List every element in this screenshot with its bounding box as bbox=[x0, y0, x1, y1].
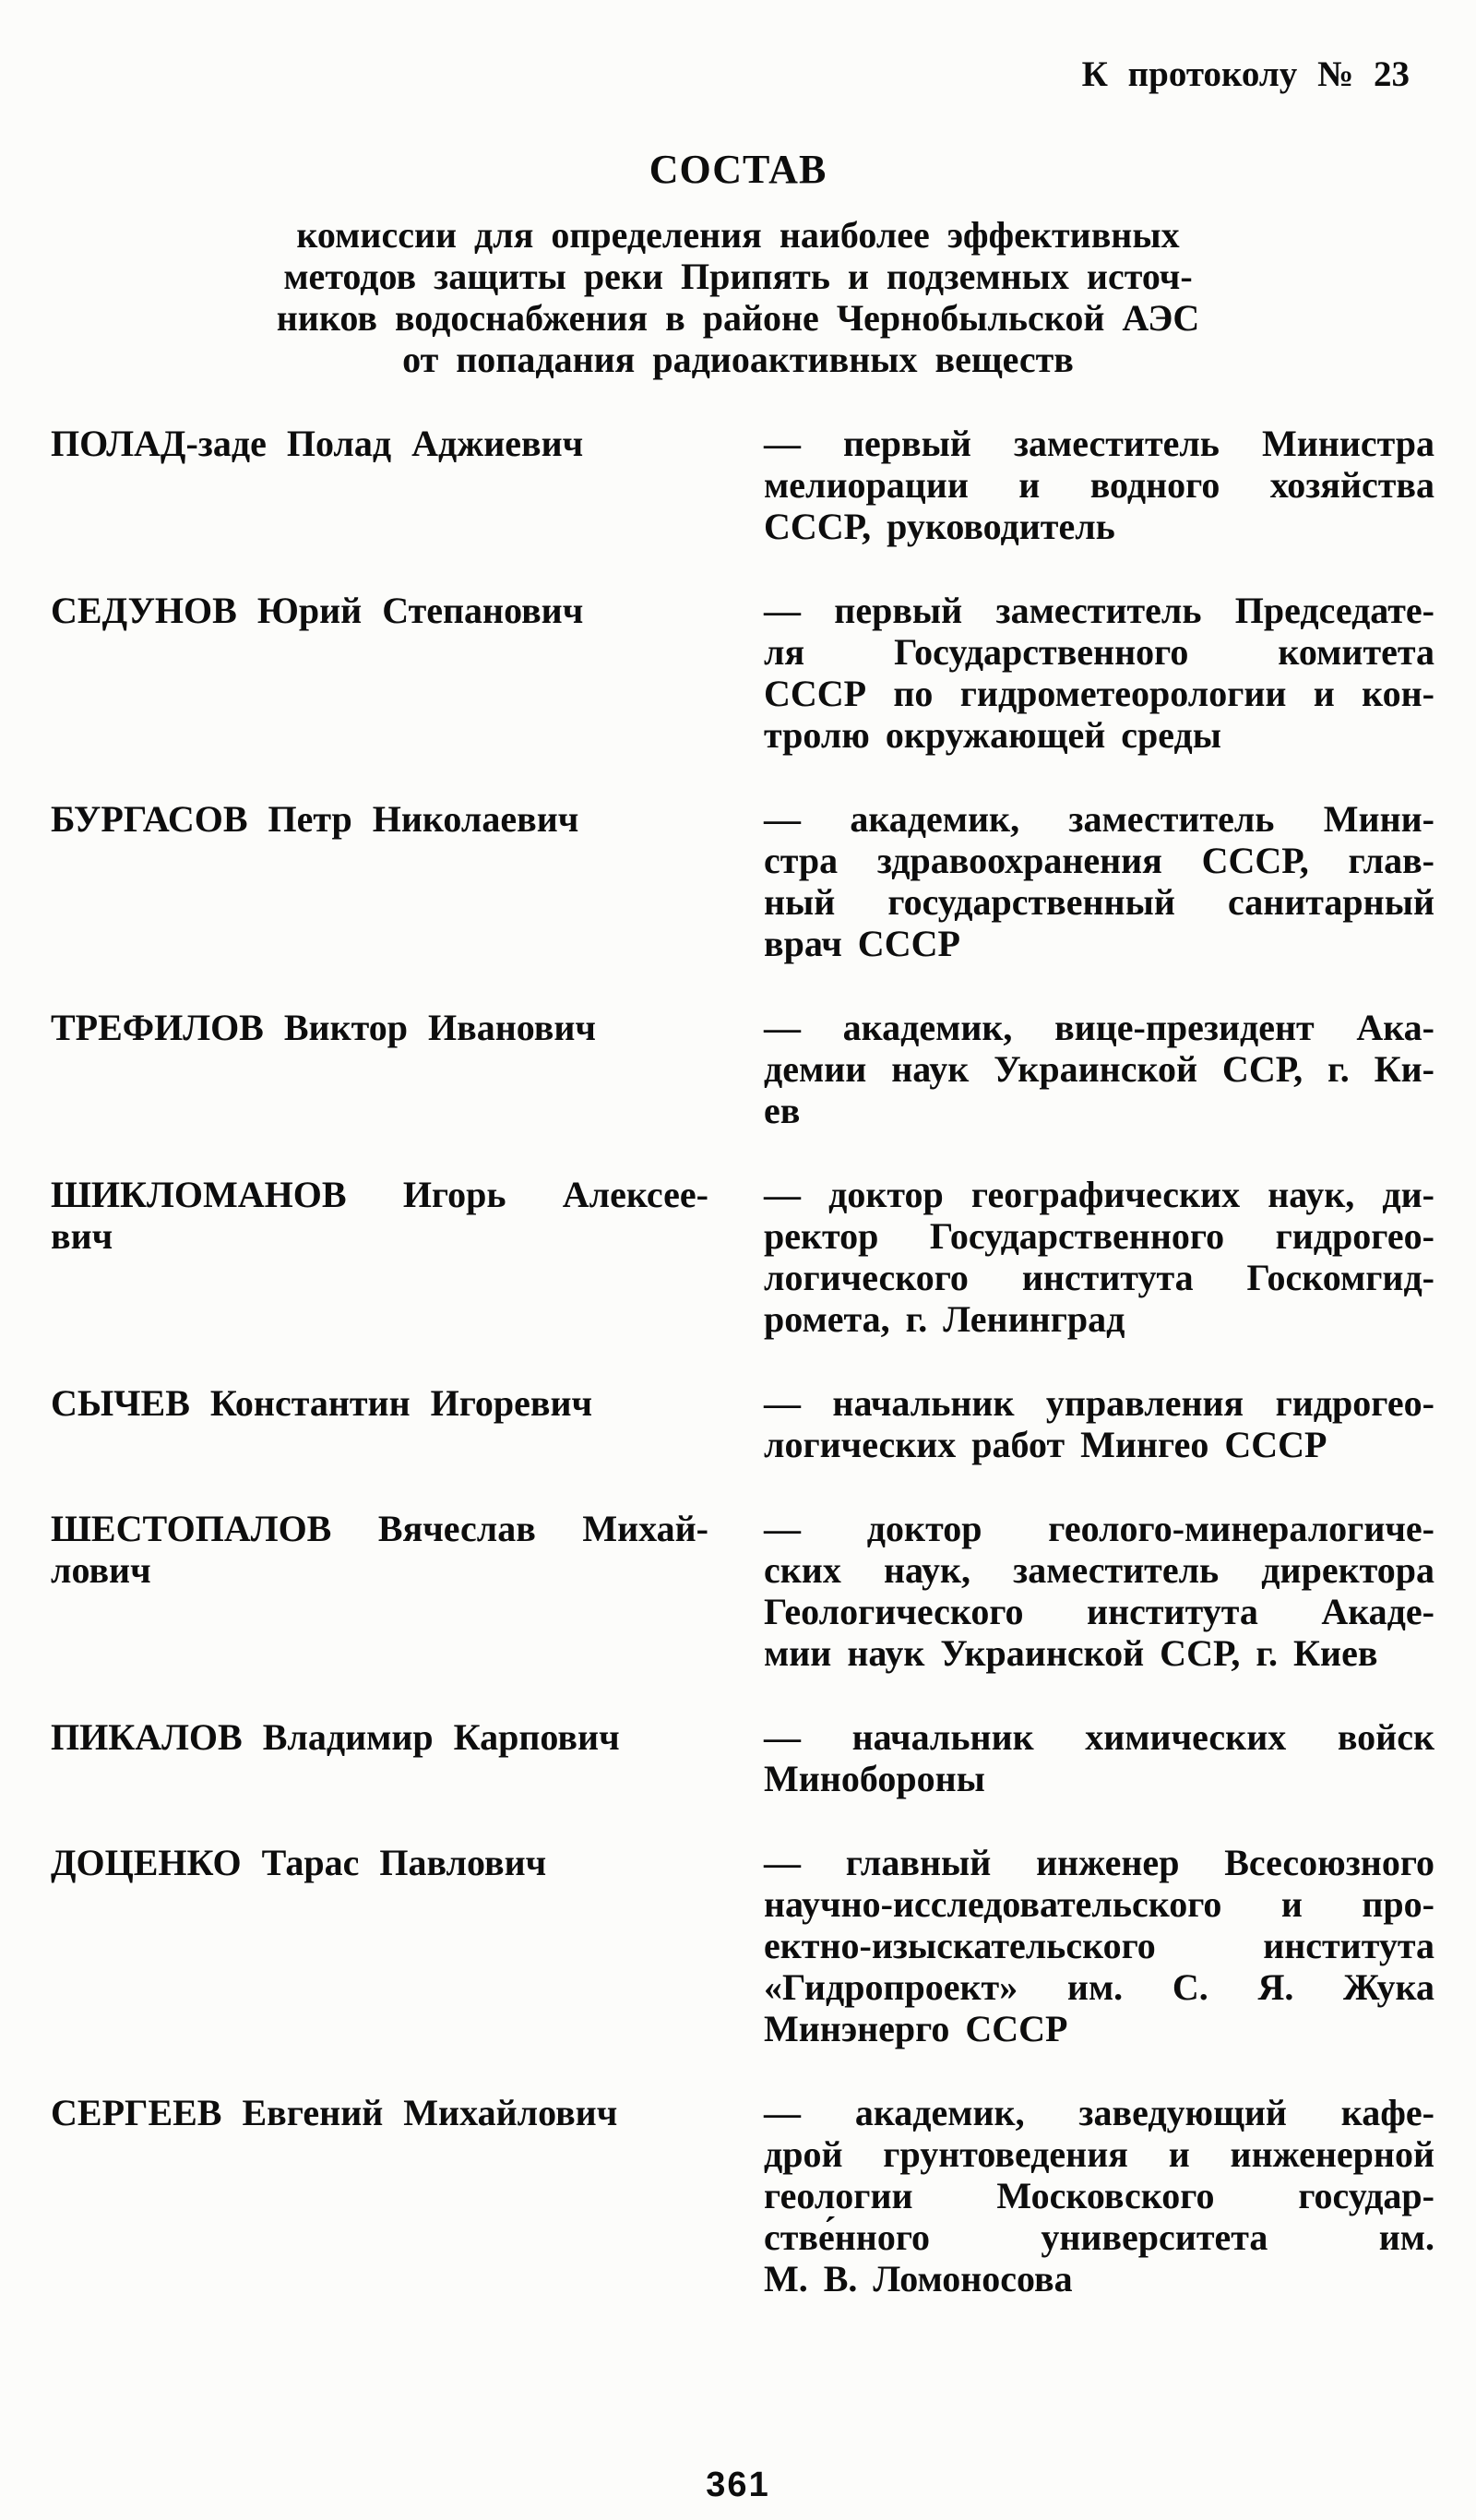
member-description-line: стра здравоохранения СССР, глав- bbox=[764, 840, 1434, 881]
member-description-line: — академик, вице-президент Ака- bbox=[764, 1007, 1434, 1048]
document-subtitle bbox=[0, 214, 1476, 380]
member-name bbox=[0, 2092, 764, 2133]
member-description-line: — начальник химических войск bbox=[764, 1716, 1434, 1758]
member-description-line: врач СССР bbox=[764, 923, 960, 964]
member-description-line: логического института Госкомгид- bbox=[764, 1257, 1434, 1298]
member-name-line: ТРЕФИЛОВ Виктор Иванович bbox=[51, 1007, 596, 1048]
member-name bbox=[0, 1508, 764, 1591]
member-description-line: — главный инженер Всесоюзного bbox=[764, 1842, 1434, 1883]
member-description-line: — первый заместитель Министра bbox=[764, 423, 1434, 464]
member-name bbox=[0, 1716, 764, 1758]
member-description-line: геологии Московского государ- bbox=[764, 2175, 1434, 2216]
subtitle-line: методов защиты реки Припять и подземных источ- bbox=[283, 256, 1193, 297]
member-row bbox=[0, 1508, 1476, 1674]
member-description-line: — академик, заведующий кафе- bbox=[764, 2092, 1434, 2133]
member-description-line: дрой грунтоведения и инженерной bbox=[764, 2133, 1434, 2175]
member-row bbox=[0, 1382, 1476, 1465]
member-name-line: ДОЦЕНКО Тарас Павлович bbox=[51, 1842, 547, 1883]
member-description-line: мелиорации и водного хозяйства bbox=[764, 464, 1434, 506]
member-name-line: ШИКЛОМАНОВ Игорь Алексее- bbox=[51, 1174, 708, 1215]
member-description-line: тролю окружающей среды bbox=[764, 714, 1221, 756]
subtitle-line: ников водоснабжения в районе Чернобыльской АЭС bbox=[276, 297, 1200, 339]
member-row bbox=[0, 2092, 1476, 2299]
member-description bbox=[764, 1508, 1434, 1674]
member-description bbox=[764, 1174, 1434, 1340]
member-description-line: стве́нного университета им. bbox=[764, 2216, 1434, 2258]
member-name bbox=[0, 1382, 764, 1424]
member-description-line: Минэнерго СССР bbox=[764, 2008, 1068, 2049]
member-name-line: вич bbox=[51, 1215, 113, 1257]
subtitle-line: от попадания радиоактивных веществ bbox=[402, 339, 1074, 380]
member-row bbox=[0, 1174, 1476, 1340]
member-name-line: ПИКАЛОВ Владимир Карпович bbox=[51, 1716, 620, 1758]
member-row bbox=[0, 1007, 1476, 1131]
member-description-line: — доктор геолого-минералогиче- bbox=[764, 1508, 1434, 1549]
page-number: 361 bbox=[706, 2466, 770, 2504]
member-description bbox=[764, 423, 1434, 547]
member-name bbox=[0, 590, 764, 631]
member-name bbox=[0, 1174, 764, 1257]
member-row bbox=[0, 798, 1476, 964]
member-description bbox=[764, 1842, 1434, 2049]
member-name-line: БУРГАСОВ Петр Николаевич bbox=[51, 798, 579, 840]
protocol-note: К протоколу № 23 bbox=[1081, 54, 1410, 94]
member-row bbox=[0, 423, 1476, 547]
member-description-line: СССР по гидрометеорологии и кон- bbox=[764, 673, 1434, 714]
member-description-line: демии наук Украинской ССР, г. Ки- bbox=[764, 1048, 1434, 1090]
member-name bbox=[0, 798, 764, 840]
member-name-line: СЕДУНОВ Юрий Степанович bbox=[51, 590, 584, 631]
member-description-line: ских наук, заместитель директора bbox=[764, 1549, 1434, 1591]
member-description-line: М. В. Ломоносова bbox=[764, 2258, 1073, 2299]
member-description bbox=[764, 1382, 1434, 1465]
member-name bbox=[0, 423, 764, 464]
member-description-line: ев bbox=[764, 1090, 801, 1131]
subtitle-line: комиссии для определения наиболее эффективных bbox=[296, 214, 1180, 256]
member-description-line: ектно-изыскательского института bbox=[764, 1925, 1434, 1966]
member-description bbox=[764, 590, 1434, 756]
member-description-line: — начальник управления гидрогео- bbox=[764, 1382, 1434, 1424]
member-description-line: ный государственный санитарный bbox=[764, 881, 1434, 923]
member-name bbox=[0, 1007, 764, 1048]
member-name-line: лович bbox=[51, 1549, 151, 1591]
member-description-line: ля Государственного комитета bbox=[764, 631, 1434, 673]
member-row bbox=[0, 1842, 1476, 2049]
member-description-line: — академик, заместитель Мини- bbox=[764, 798, 1434, 840]
member-name-line: ШЕСТОПАЛОВ Вячеслав Михай- bbox=[51, 1508, 708, 1549]
member-description-line: логических работ Мингео СССР bbox=[764, 1424, 1327, 1465]
member-description bbox=[764, 2092, 1434, 2299]
member-description-line: ректор Государственного гидрогео- bbox=[764, 1215, 1434, 1257]
member-description bbox=[764, 1007, 1434, 1131]
member-description-line: научно-исследовательского и про- bbox=[764, 1883, 1434, 1925]
member-description-line: Геологического института Акаде- bbox=[764, 1591, 1434, 1632]
member-description-line: «Гидропроект» им. С. Я. Жука bbox=[764, 1966, 1434, 2008]
members-list bbox=[0, 423, 1476, 2342]
member-description-line: — доктор географических наук, ди- bbox=[764, 1174, 1434, 1215]
member-description bbox=[764, 798, 1434, 964]
member-description-line: ромета, г. Ленинград bbox=[764, 1298, 1125, 1340]
member-name-line: СЫЧЕВ Константин Игоревич bbox=[51, 1382, 593, 1424]
member-name-line: ПОЛАД-заде Полад Аджиевич bbox=[51, 423, 584, 464]
member-description-line: мии наук Украинской ССР, г. Киев bbox=[764, 1632, 1378, 1674]
document-title: СОСТАВ bbox=[649, 147, 827, 192]
member-row bbox=[0, 1716, 1476, 1799]
member-description-line: СССР, руководитель bbox=[764, 506, 1115, 547]
member-name-line: СЕРГЕЕВ Евгений Михайлович bbox=[51, 2092, 618, 2133]
member-description-line: — первый заместитель Председате- bbox=[764, 590, 1434, 631]
member-name bbox=[0, 1842, 764, 1883]
member-row bbox=[0, 590, 1476, 756]
member-description bbox=[764, 1716, 1434, 1799]
member-description-line: Минобороны bbox=[764, 1758, 985, 1799]
